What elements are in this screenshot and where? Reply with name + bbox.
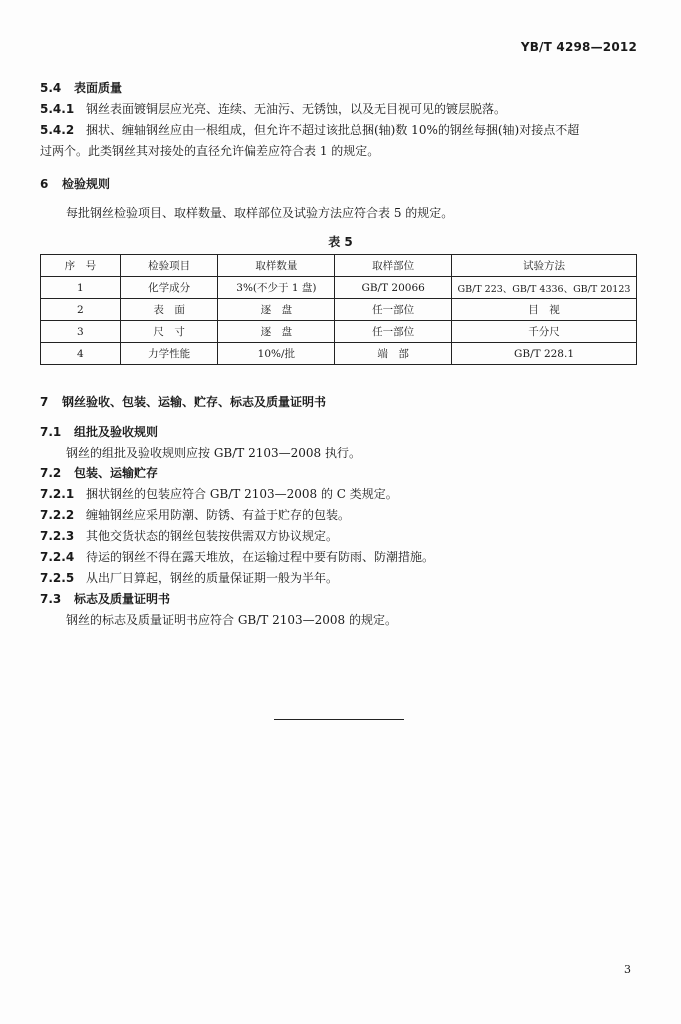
clause-text: 待运的钢丝不得在露天堆放，在运输过程中要有防雨、防潮措施。 xyxy=(86,550,435,564)
section-7-2-heading xyxy=(40,465,158,481)
section-title: 包装、运输贮存 xyxy=(74,466,159,480)
table-header-row xyxy=(41,255,637,277)
section-7-1-heading xyxy=(40,424,158,440)
section-7-3-heading xyxy=(40,591,170,607)
section-title: 钢丝验收、包装、运输、贮存、标志及质量证明书 xyxy=(62,395,327,409)
table-cell: 10%/批 xyxy=(218,343,335,365)
table-cell: 表 面 xyxy=(120,299,218,321)
section-7-heading xyxy=(40,394,326,410)
section-number: 7.3 xyxy=(40,592,62,606)
table-cell: 千分尺 xyxy=(452,321,637,343)
table-cell: 目 视 xyxy=(452,299,637,321)
table-row xyxy=(41,321,637,343)
clause-5-4-2 xyxy=(40,122,579,138)
clause-text: 从出厂日算起，钢丝的质量保证期一般为半年。 xyxy=(86,571,339,585)
clause-number: 7.2.5 xyxy=(40,571,75,585)
section-number: 6 xyxy=(40,177,49,191)
clause-5-4-2-continuation: 过两个。此类钢丝其对接处的直径允许偏差应符合表 1 的规定。 xyxy=(40,144,380,158)
section-number: 7 xyxy=(40,395,49,409)
table-title: 表 5 xyxy=(328,235,353,249)
table-cell: 任一部位 xyxy=(335,299,452,321)
header-cell: 序 号 xyxy=(41,255,121,277)
end-of-document-rule xyxy=(274,719,404,720)
clause-number: 7.2.2 xyxy=(40,508,75,522)
section-5-4-heading xyxy=(40,80,122,96)
clause-text: 钢丝表面镀铜层应光亮、连续、无油污、无锈蚀，以及无目视可见的镀层脱落。 xyxy=(86,102,507,116)
table-row xyxy=(41,299,637,321)
clause-7-2-5 xyxy=(40,570,338,586)
section-title: 组批及验收规则 xyxy=(74,425,159,439)
table-row xyxy=(41,277,637,299)
table-cell: 1 xyxy=(41,277,121,299)
clause-number: 5.4.2 xyxy=(40,123,75,137)
table-cell: 逐 盘 xyxy=(218,321,335,343)
section-title: 检验规则 xyxy=(62,177,111,191)
inspection-table xyxy=(40,254,637,365)
table-cell: 力学性能 xyxy=(120,343,218,365)
clause-number: 7.2.1 xyxy=(40,487,75,501)
table-cell: 尺 寸 xyxy=(120,321,218,343)
section-6-heading xyxy=(40,176,110,192)
page-number: 3 xyxy=(624,963,631,976)
standard-code: YB/T 4298—2012 xyxy=(520,40,637,54)
section-title: 表面质量 xyxy=(74,81,123,95)
clause-7-2-3 xyxy=(40,528,338,544)
clause-7-2-2 xyxy=(40,507,350,523)
header-cell: 试验方法 xyxy=(452,255,637,277)
clause-number: 7.2.4 xyxy=(40,550,75,564)
clause-7-2-4 xyxy=(40,549,434,565)
clause-text: 其他交货状态的钢丝包装按供需双方协议规定。 xyxy=(86,529,339,543)
table-cell: 化学成分 xyxy=(120,277,218,299)
table-cell: GB/T 20066 xyxy=(335,277,452,299)
table-cell: 端 部 xyxy=(335,343,452,365)
table-cell: 3 xyxy=(41,321,121,343)
clause-number: 7.2.3 xyxy=(40,529,75,543)
section-number: 5.4 xyxy=(40,81,62,95)
header-cell: 检验项目 xyxy=(120,255,218,277)
header-cell: 取样数量 xyxy=(218,255,335,277)
section-7-1-text: 钢丝的组批及验收规则应按 GB/T 2103—2008 执行。 xyxy=(66,446,361,460)
table-cell: 4 xyxy=(41,343,121,365)
section-6-text: 每批钢丝检验项目、取样数量、取样部位及试验方法应符合表 5 的规定。 xyxy=(66,206,454,220)
section-number: 7.1 xyxy=(40,425,62,439)
section-number: 7.2 xyxy=(40,466,62,480)
table-row xyxy=(41,343,637,365)
table-cell: 任一部位 xyxy=(335,321,452,343)
clause-text: 捆状钢丝的包装应符合 GB/T 2103—2008 的 C 类规定。 xyxy=(86,487,398,501)
table-cell: 逐 盘 xyxy=(218,299,335,321)
table-cell: 2 xyxy=(41,299,121,321)
table-cell: 3%(不少于 1 盘) xyxy=(218,277,335,299)
clause-text: 捆状、缠轴钢丝应由一根组成，但允许不超过该批总捆(轴)数 10%的钢丝每捆(轴)对接点不超 xyxy=(86,123,580,137)
clause-7-2-1 xyxy=(40,486,398,502)
table-cell: GB/T 223、GB/T 4336、GB/T 20123 xyxy=(452,277,637,299)
clause-number: 5.4.1 xyxy=(40,102,75,116)
section-title: 标志及质量证明书 xyxy=(74,592,171,606)
table-cell: GB/T 228.1 xyxy=(452,343,637,365)
clause-text: 缠轴钢丝应采用防潮、防锈、有益于贮存的包装。 xyxy=(86,508,351,522)
section-7-3-text: 钢丝的标志及质量证明书应符合 GB/T 2103—2008 的规定。 xyxy=(66,613,397,627)
header-cell: 取样部位 xyxy=(335,255,452,277)
clause-5-4-1 xyxy=(40,101,506,117)
